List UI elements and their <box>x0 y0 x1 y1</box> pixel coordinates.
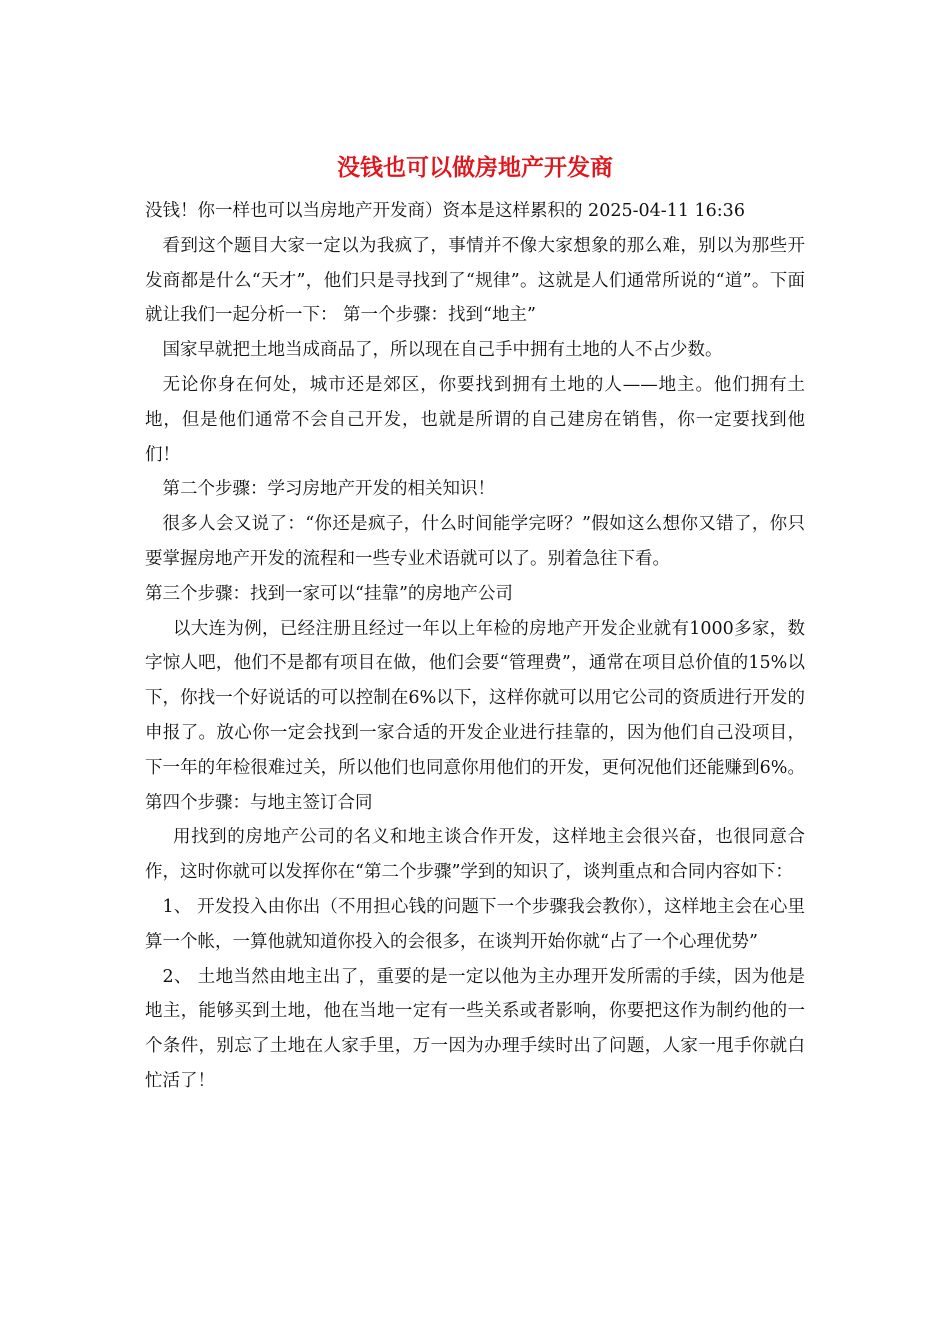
paragraph-step-two-heading: 第二个步骤：学习房地产开发的相关知识！ <box>162 479 495 500</box>
paragraph-step-three-body: 以大连为例，已经注册且经过一年以上年检的房地产开发企业就有1000多家，数字惊人吧，他们不是都有项目在做，他们会要“管理费”，通常在项目总价值的15%以下，你找一个好说话的可以控制在6%以下，这样你就可以用它公司的资质进行开发的申报了。放心你一定会找到一家合适的开发企业进行挂靠的，因为他们自己没项目，下一年的年检很难过关，所以他们也同意你用他们的开发，更何况他们还能赚到6%。 第四个步骤：与地主签订合同 <box>145 618 805 813</box>
paragraph-step-four-body: 用找到的房地产公司的名义和地主谈合作开发，这样地主会很兴奋，也很同意合作，这时你就可以发挥你在“第二个步骤”学到的知识了，谈判重点和合同内容如下： <box>145 827 805 883</box>
paragraph-step-two-body: 很多人会又说了：“你还是疯子，什么时间能学完呀？”假如这么想你又错了，你只要掌握房地产开发的流程和一些专业术语就可以了。别着急往下看。 <box>145 514 805 569</box>
paragraph-intro: 看到这个题目大家一定以为我疯了，事情并不像大家想象的那么难，别以为那些开发商都是什么“天才”，他们只是寻找到了“规律”。这就是人们通常所说的“道”。下面就让我们一起分析一下： 第一个步骤：找到“地主” <box>145 235 805 326</box>
paragraph-find-landowner: 无论你身在何处，城市还是郊区，你要找到拥有土地的人——地主。他们拥有土地，但是他们通常不会自己开发，也就是所谓的自己建房在销售，你一定要找到他们！ <box>145 374 805 465</box>
list-item-1: 1、 开发投入由你出（不用担心钱的问题下一个步骤我会教你），这样地主会在心里算一个帐，一算他就知道你投入的会很多，在谈判开始你就“占了一个心理优势” <box>145 896 805 952</box>
list-item-2: 2、 土地当然由地主出了，重要的是一定以他为主办理开发所需的手续，因为他是地主，能够买到土地，他在当地一定有一些关系或者影响，你要把这作为制约他的一个条件，别忘了土地在人家手里，万一因为办理手续时出了问题，人家一甩手你就白忙活了！ <box>145 966 805 1091</box>
paragraph-land-commodity: 国家早就把土地当成商品了，所以现在自己手中拥有土地的人不占少数。 <box>162 340 723 361</box>
document-body <box>145 194 805 1099</box>
document-title: 没钱也可以做房地产开发商 <box>337 154 613 181</box>
paragraph-source-line: 没钱！你一样也可以当房地产开发商）资本是这样累积的 2025-04-11 16:36 <box>145 201 745 221</box>
paragraph-step-three-heading: 第三个步骤：找到一家可以“挂靠”的房地产公司 <box>145 583 513 604</box>
